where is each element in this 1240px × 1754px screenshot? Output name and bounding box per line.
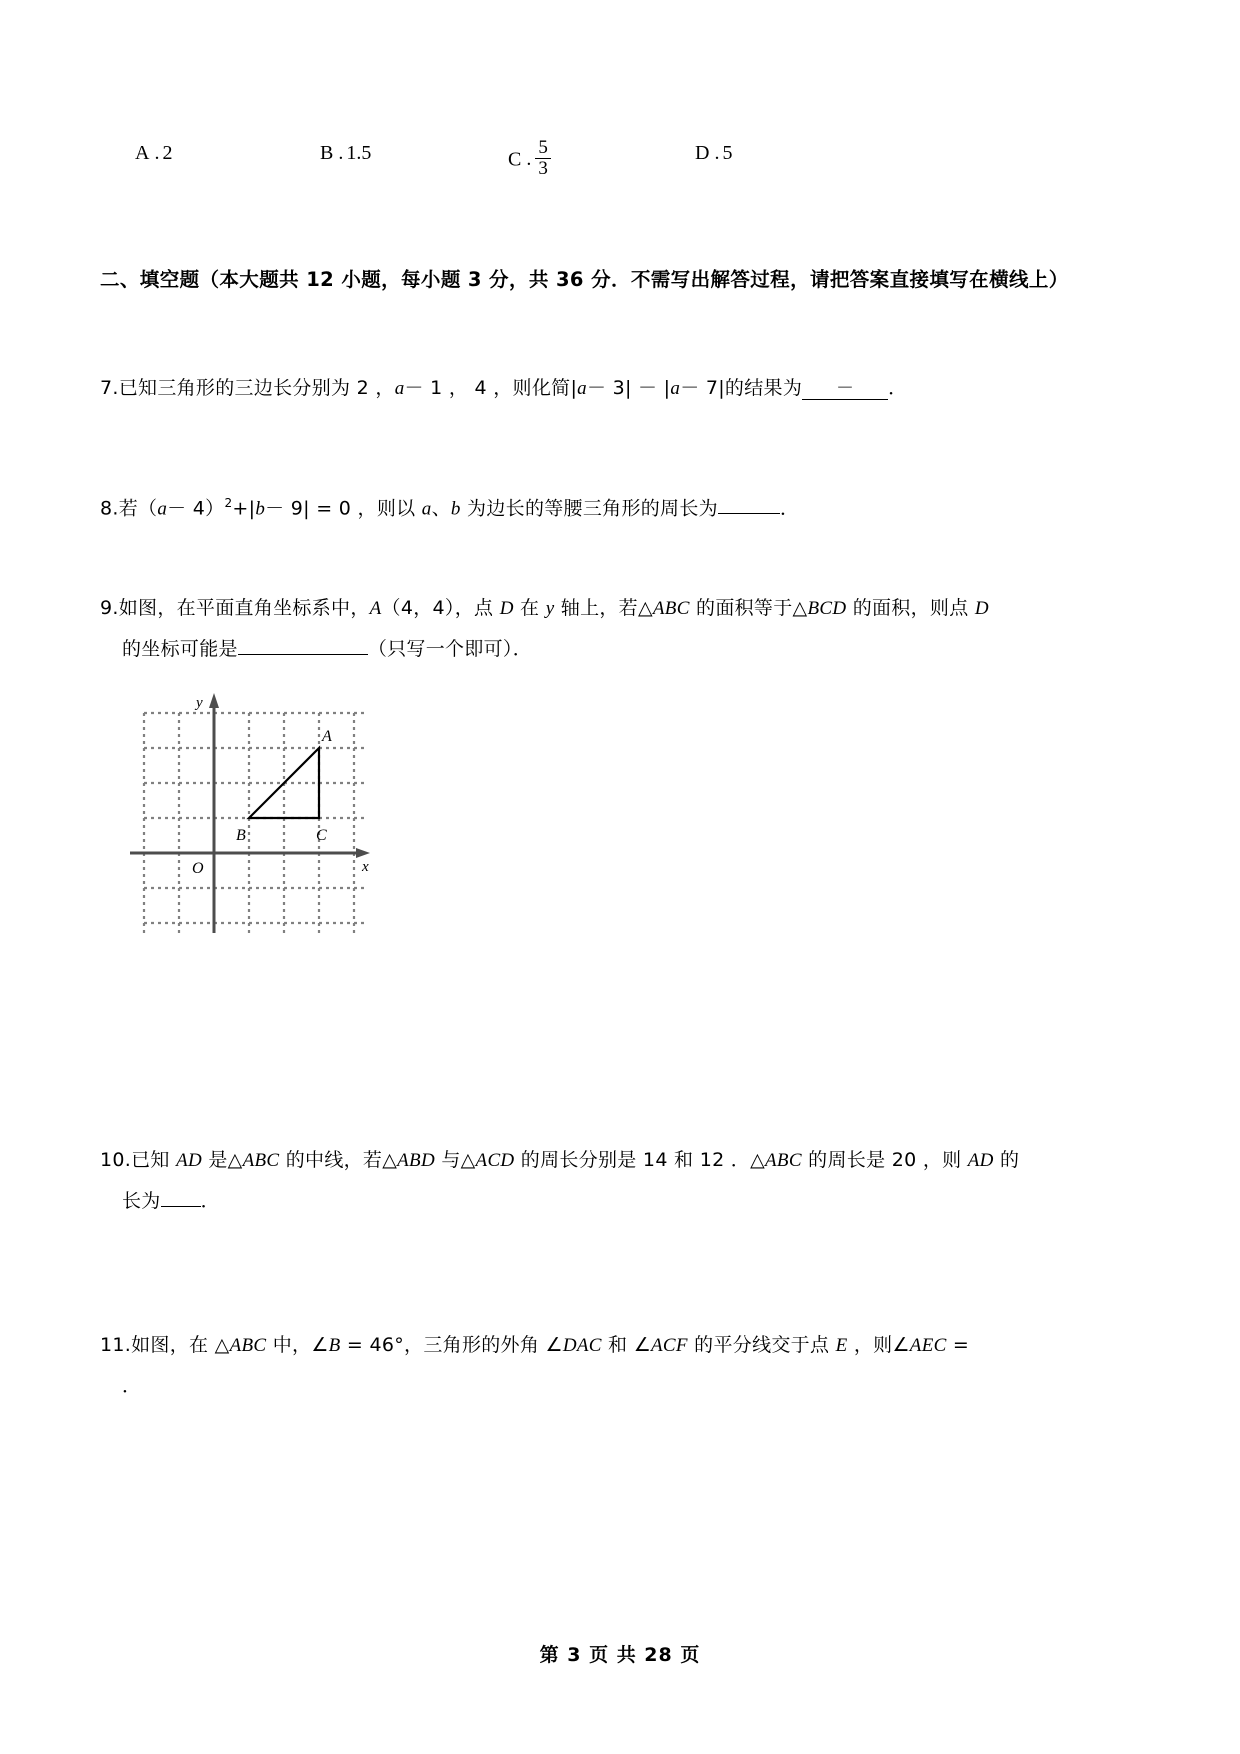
point-label-c: C (316, 827, 327, 844)
question-8-text-b: － 4） (167, 497, 225, 520)
question-10-line-2 (100, 1181, 1145, 1221)
y-axis-label: y (196, 695, 203, 711)
question-10 (100, 1140, 1145, 1221)
question-7-var-a3: a (670, 378, 681, 399)
question-10-number: 10. (100, 1149, 132, 1171)
question-9-axis-y: y (545, 598, 555, 619)
question-10-text-a: 已知 (131, 1149, 177, 1171)
question-8-text-a: 若（ (118, 497, 158, 520)
question-11-text-g: = (946, 1334, 970, 1356)
choice-value-c-fraction (535, 138, 551, 179)
question-9-text-f: 的面积等于△ (689, 597, 808, 619)
question-7-tail: ． (888, 377, 908, 399)
question-7-var-a: a (394, 378, 405, 399)
choice-label-a: A (135, 142, 152, 164)
question-11-angle-b: B (328, 1335, 341, 1356)
question-11-text-e: 的平分线交于点 (687, 1334, 836, 1356)
question-7-number: 7. (100, 377, 119, 399)
question-11-point-e: E (835, 1335, 848, 1356)
choice-value-d: 5 (722, 142, 733, 164)
coordinate-grid-svg (130, 693, 380, 938)
question-9-text-i: （只写一个即可） (367, 638, 513, 660)
question-9 (100, 588, 1145, 669)
question-7-text-b: － 1 ， 4 ，则化简| (404, 377, 578, 399)
question-7 (100, 368, 1140, 409)
question-11-angle-dac: DAC (562, 1335, 602, 1356)
choice-value-b: 1.5 (346, 142, 372, 164)
choice-label-d: D (695, 142, 712, 164)
question-9-line-2 (100, 629, 1145, 669)
question-10-line-1 (100, 1140, 1145, 1181)
question-10-text-g: 的 (993, 1149, 1020, 1171)
question-11-text-a: 如图，在 △ (131, 1334, 230, 1356)
question-9-number: 9. (100, 597, 119, 619)
question-8-power: 2 (224, 496, 233, 510)
section-heading: 二、填空题（本大题共 12 小题，每小题 3 分，共 36 分．不需写出解答过程，请把答案直接填写在横线上） (100, 268, 1069, 291)
x-axis (130, 848, 370, 858)
question-8-answer-blank[interactable] (718, 493, 780, 514)
question-11-line-2 (100, 1366, 1145, 1406)
question-9-text-e: 轴上，若△ (554, 597, 653, 619)
question-9-answer-blank[interactable] (238, 634, 368, 655)
question-10-segment-ad2: AD (967, 1150, 994, 1171)
question-10-answer-blank[interactable] (161, 1186, 201, 1207)
page-footer: 第 3 页 共 28 页 (539, 1644, 701, 1666)
question-11-text-b: 中，∠ (266, 1334, 329, 1356)
question-8-text-e: 、 (431, 497, 451, 520)
question-10-text-c: 的中线，若△ (279, 1149, 398, 1171)
question-10-triangle-abc: ABC (242, 1150, 280, 1171)
choice-option-b[interactable] (320, 138, 371, 168)
question-11 (100, 1325, 1145, 1406)
question-7-text-d: － 7|的结果为 (680, 377, 803, 399)
question-10-text-f: 的周长是 20 ，则 (801, 1149, 968, 1171)
x-axis-label: x (362, 859, 369, 875)
question-9-point-a: A (369, 598, 382, 619)
choice-row (135, 137, 1115, 179)
question-10-text-e: 的周长分别是 14 和 12 ．△ (514, 1149, 766, 1171)
choice-separator-d: . (714, 142, 720, 164)
question-10-text-h: 长为 (122, 1190, 161, 1212)
question-11-angle-acf: ACF (651, 1335, 688, 1356)
fraction-numerator: 5 (538, 137, 548, 158)
question-8-text-c: +| (232, 497, 256, 520)
choice-option-d[interactable] (695, 138, 732, 168)
question-8-var-b: b (255, 498, 266, 520)
question-11-line-1 (100, 1325, 1145, 1366)
y-axis (209, 693, 219, 933)
choice-separator-c: . (526, 148, 532, 171)
question-9-text-h: 的坐标可能是 (122, 638, 238, 660)
choice-label-c: C (508, 148, 524, 171)
question-8-number: 8. (100, 497, 119, 520)
question-10-text-d: 与△ (434, 1149, 476, 1171)
question-8-text-d: － 9| = 0 ，则以 (265, 497, 422, 520)
question-10-tail: ． (200, 1190, 220, 1212)
question-9-tail: ． (512, 638, 533, 660)
question-11-number: 11. (100, 1334, 132, 1356)
question-11-tail: ． (122, 1375, 142, 1397)
point-label-b: B (236, 827, 246, 844)
question-11-angle-aec: AEC (909, 1335, 947, 1356)
question-10-triangle-abd: ABD (397, 1150, 435, 1171)
question-8-var-a2: a (421, 498, 432, 520)
question-9-figure (130, 693, 380, 938)
choice-separator-a: . (154, 142, 160, 164)
question-9-triangle-abc: ABC (652, 598, 690, 619)
origin-label: O (192, 860, 204, 877)
question-9-text-c: ，点 (454, 597, 500, 619)
question-11-text-d: 和 ∠ (601, 1334, 652, 1356)
question-11-text-c: = 46°，三角形的外角 ∠ (340, 1334, 563, 1356)
choice-value-a: 2 (162, 142, 173, 164)
question-8 (100, 483, 1140, 529)
question-9-text-a: 如图，在平面直角坐标系中， (118, 597, 370, 619)
question-9-triangle-bcd: BCD (807, 598, 847, 619)
question-7-text-c: － 3| － | (586, 377, 671, 399)
question-7-var-a2: a (577, 378, 587, 399)
question-9-point-d2: D (974, 598, 989, 619)
choice-separator-b: . (338, 142, 344, 164)
question-7-answer-blank[interactable]: － (802, 379, 888, 400)
fraction-denominator: 3 (535, 158, 551, 179)
triangle-abc-shape (249, 748, 319, 818)
question-10-triangle-abc2: ABC (765, 1150, 802, 1171)
grid-vertical-lines (144, 713, 354, 933)
question-9-text-g: 的面积，则点 (846, 597, 975, 619)
question-8-var-a: a (157, 498, 168, 520)
question-9-text-b: （4，4） (381, 597, 455, 619)
question-10-triangle-acd: ACD (475, 1150, 515, 1171)
question-9-text-d: 在 (513, 597, 546, 619)
question-11-triangle-abc: ABC (229, 1335, 267, 1356)
question-10-text-b: 是△ (202, 1149, 243, 1171)
question-8-var-b2: b (450, 498, 461, 520)
question-7-text-a: 已知三角形的三边长分别为 2 ， (118, 377, 395, 399)
question-10-segment-ad: AD (176, 1150, 203, 1171)
question-9-line-1 (100, 588, 1145, 629)
choice-option-a[interactable] (135, 138, 172, 168)
choice-label-b: B (320, 142, 336, 164)
question-8-text-f: 为边长的等腰三角形的周长为 (460, 497, 718, 520)
question-9-point-d: D (499, 598, 514, 619)
question-8-tail: ． (779, 497, 800, 520)
point-label-a: A (322, 728, 332, 745)
question-11-text-f: ，则∠ (847, 1334, 910, 1356)
choice-option-c[interactable] (508, 138, 552, 179)
